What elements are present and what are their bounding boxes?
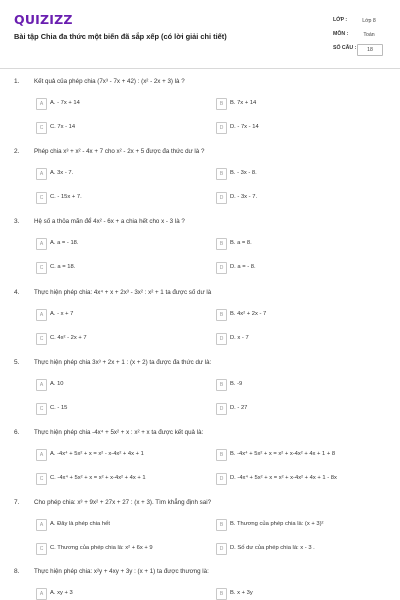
option-letter-box: A	[36, 449, 47, 461]
option-text: A. xy + 3	[50, 589, 73, 596]
option-text: C. - 15	[50, 404, 68, 411]
question-number: 3.	[14, 218, 20, 225]
question-text: Cho phép chia: x³ + 9x² + 27x + 27 : (x + 3). Tìm khẳng định sai?	[34, 499, 212, 506]
question-text: Phép chia x³ + x² - 4x + 7 cho x² - 2x + 5 được đa thức dư là ?	[34, 148, 205, 155]
option-text: C. Thương của phép chia là: x² + 6x + 9	[50, 544, 153, 551]
option-text: C. -4x⁴ + 5x² + x = x² + x-4x² + 4x + 1	[50, 474, 146, 481]
option-text: D. Số dư của phép chia là: x - 3 .	[230, 544, 315, 551]
option-text: D. a = - 8.	[230, 263, 256, 270]
subject-label: MÔN :	[333, 31, 349, 37]
option-letter-box: B	[216, 588, 227, 600]
option-letter-box: C	[36, 403, 47, 415]
question-number: 5.	[14, 359, 20, 366]
option-text: D. - 27	[230, 404, 248, 411]
option-text: A. 3x - 7.	[50, 169, 74, 176]
meta-subject	[333, 30, 393, 42]
option-text: A. a = - 18.	[50, 239, 79, 246]
option-letter-box: C	[36, 333, 47, 345]
option-letter-box: A	[36, 238, 47, 250]
option-text: B. -4x⁴ + 5x² + x = x² + x-4x² + 4x + 1 + 8	[230, 450, 336, 457]
count-value: 18	[357, 44, 383, 56]
question-number: 7.	[14, 499, 20, 506]
grade-label: LỚP :	[333, 17, 348, 23]
question-number: 1.	[14, 78, 20, 85]
worksheet-header	[0, 0, 400, 68]
option-text: A. -4x⁴ + 5x² + x = x² - x-4x² + 4x + 1	[50, 450, 144, 457]
option-letter-box: A	[36, 588, 47, 600]
option-text: B. -9	[230, 380, 243, 387]
option-text: D. -4x⁴ + 5x² + x = x² + x-4x² + 4x + 1 - 8x	[230, 474, 337, 481]
option-letter-box: D	[216, 122, 227, 134]
option-text: A. 10	[50, 380, 64, 387]
option-letter-box: C	[36, 122, 47, 134]
option-text: D. - 3x - 7.	[230, 193, 258, 200]
option-letter-box: A	[36, 379, 47, 391]
option-letter-box: B	[216, 98, 227, 110]
option-letter-box: B	[216, 379, 227, 391]
option-text: B. 7x + 14	[230, 99, 257, 106]
option-letter-box: D	[216, 543, 227, 555]
option-letter-box: C	[36, 543, 47, 555]
question-number: 8.	[14, 568, 20, 575]
header-divider	[0, 68, 400, 69]
option-letter-box: A	[36, 98, 47, 110]
meta-grade	[333, 16, 393, 28]
option-text: C. 7x - 14	[50, 123, 76, 130]
option-text: C. 4x² - 2x + 7	[50, 334, 87, 341]
question-text: Thực hiện phép chia 3x³ + 2x + 1 : (x + 2) ta được đa thức dư là:	[34, 359, 212, 366]
option-letter-box: B	[216, 238, 227, 250]
option-letter-box: A	[36, 168, 47, 180]
option-text: D. x - 7	[230, 334, 249, 341]
option-text: C. a = 18.	[50, 263, 76, 270]
question-text: Thực hiện phép chia -4x⁴ + 5x² + x : x² + x ta được kết quả là:	[34, 429, 204, 436]
question-text: Thực hiện phép chia: x²y + 4xy + 3y : (x + 1) ta được thương là:	[34, 568, 209, 575]
option-text: B. Thương của phép chia là: (x + 3)²	[230, 520, 324, 527]
question-number: 2.	[14, 148, 20, 155]
option-letter-box: B	[216, 168, 227, 180]
option-text: B. 4x² + 2x - 7	[230, 310, 267, 317]
subject-value: Toán	[363, 32, 375, 38]
option-letter-box: B	[216, 309, 227, 321]
quizizz-logo: QUIZIZZ	[14, 12, 73, 27]
option-letter-box: D	[216, 473, 227, 485]
option-letter-box: A	[36, 519, 47, 531]
option-letter-box: C	[36, 192, 47, 204]
option-letter-box: B	[216, 449, 227, 461]
option-letter-box: B	[216, 519, 227, 531]
question-text: Hệ số a thỏa mãn để 4x² - 6x + a chia hết cho x - 3 là ?	[34, 218, 185, 225]
option-letter-box: D	[216, 262, 227, 274]
question-text: Kết quả của phép chia (7x³ - 7x + 42) : (x² - 2x + 3) là ?	[34, 78, 185, 85]
option-letter-box: D	[216, 403, 227, 415]
option-letter-box: D	[216, 333, 227, 345]
option-letter-box: C	[36, 473, 47, 485]
question-text: Thực hiện phép chia: 4x⁴ + x + 2x³ - 3x² : x² + 1 ta được số dư là	[34, 289, 212, 296]
worksheet-title: Bài tập Chia đa thức một biến đã sắp xếp (có lời giải chi tiết)	[14, 32, 227, 41]
count-label: SỐ CÂU :	[333, 45, 357, 51]
option-letter-box: D	[216, 192, 227, 204]
question-number: 6.	[14, 429, 20, 436]
option-text: A. - x + 7	[50, 310, 74, 317]
option-text: B. - 3x - 8.	[230, 169, 257, 176]
grade-value: Lớp 8	[362, 18, 376, 24]
option-text: D. - 7x - 14	[230, 123, 259, 130]
option-text: B. a = 8.	[230, 239, 252, 246]
option-letter-box: A	[36, 309, 47, 321]
option-text: A. Đây là phép chia hết	[50, 520, 110, 527]
option-text: C. - 15x + 7.	[50, 193, 82, 200]
option-text: B. x + 3y	[230, 589, 253, 596]
meta-count	[333, 44, 393, 56]
option-text: A. - 7x + 14	[50, 99, 80, 106]
option-letter-box: C	[36, 262, 47, 274]
question-number: 4.	[14, 289, 20, 296]
